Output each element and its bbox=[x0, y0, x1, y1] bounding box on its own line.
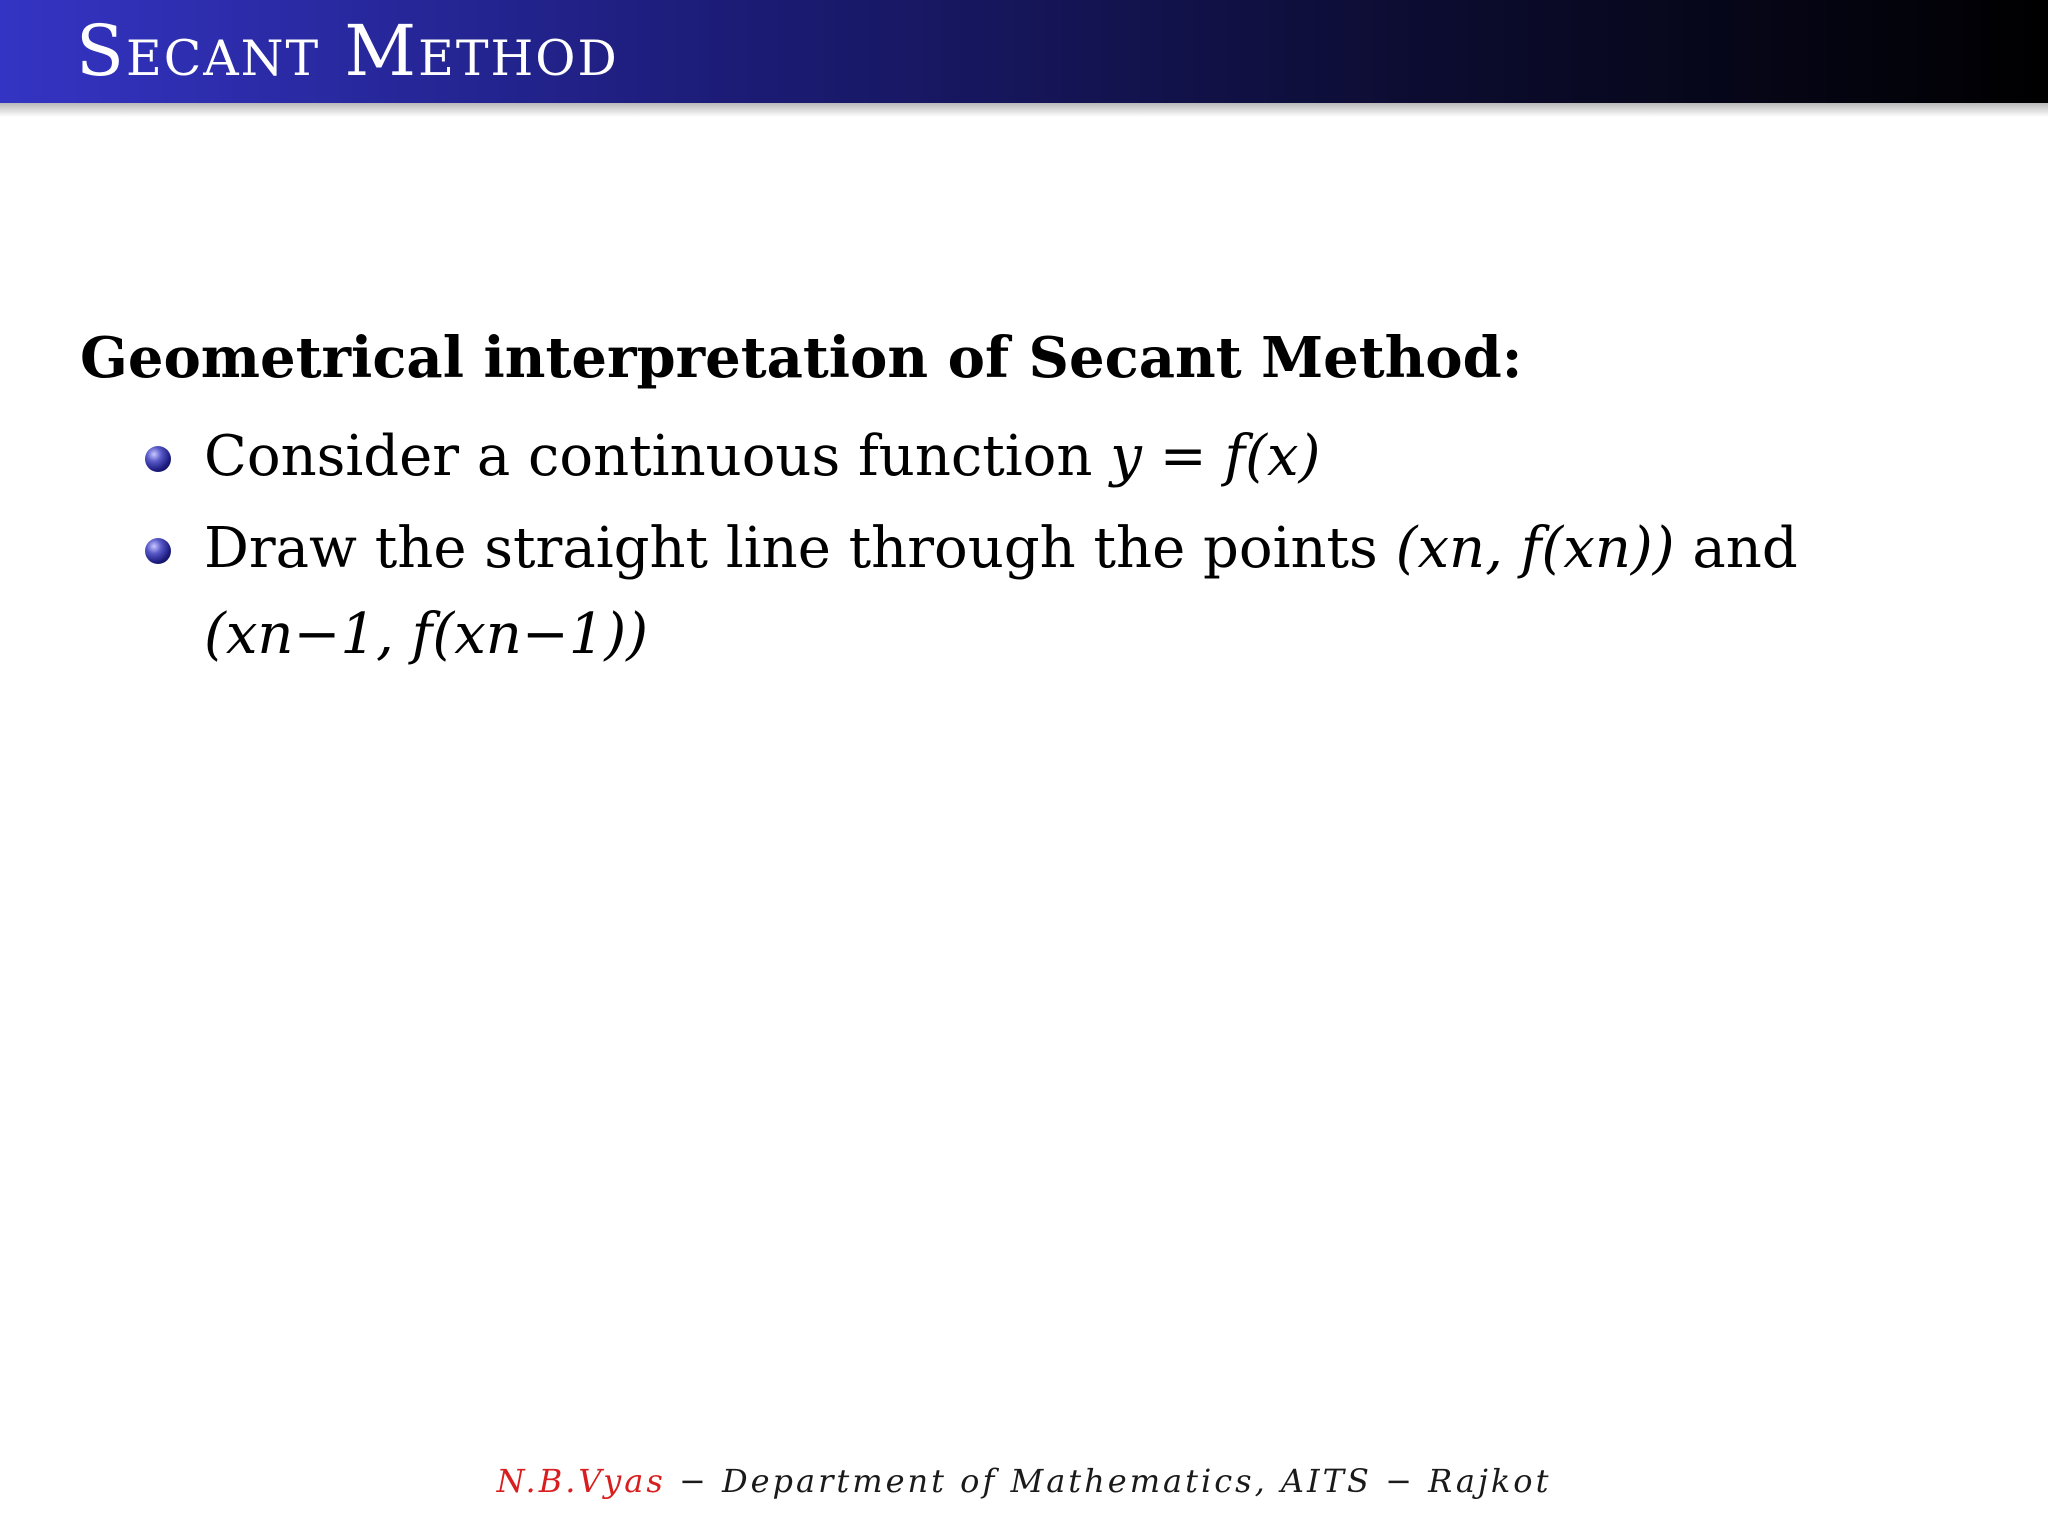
list-item bbox=[140, 414, 1940, 500]
title-bar-shadow bbox=[0, 103, 2048, 117]
section-heading: Geometrical interpretation of Secant Method: bbox=[80, 325, 1523, 391]
bullet-connector: and bbox=[1674, 516, 1798, 581]
ball-bullet-icon bbox=[145, 538, 171, 564]
title-bar bbox=[0, 0, 2048, 103]
ball-bullet-icon bbox=[145, 446, 171, 472]
bullet-math: y = f(x) bbox=[1110, 424, 1321, 489]
bullet-math-point-n: (xn, f(xn)) bbox=[1395, 516, 1675, 581]
footer-affiliation: − Department of Mathematics, AITS − Rajkot bbox=[665, 1462, 1552, 1500]
footer-author: N.B.Vyas bbox=[496, 1462, 666, 1500]
footer bbox=[0, 1460, 2048, 1502]
list-item bbox=[140, 506, 1940, 678]
bullet-list bbox=[140, 414, 1940, 684]
bullet-text: Consider a continuous function bbox=[204, 424, 1111, 489]
slide-title: Secant Method bbox=[76, 10, 619, 92]
bullet-math-point-n-minus-1: (xn−1, f(xn−1)) bbox=[204, 602, 649, 667]
bullet-text: Draw the straight line through the points bbox=[204, 516, 1396, 581]
